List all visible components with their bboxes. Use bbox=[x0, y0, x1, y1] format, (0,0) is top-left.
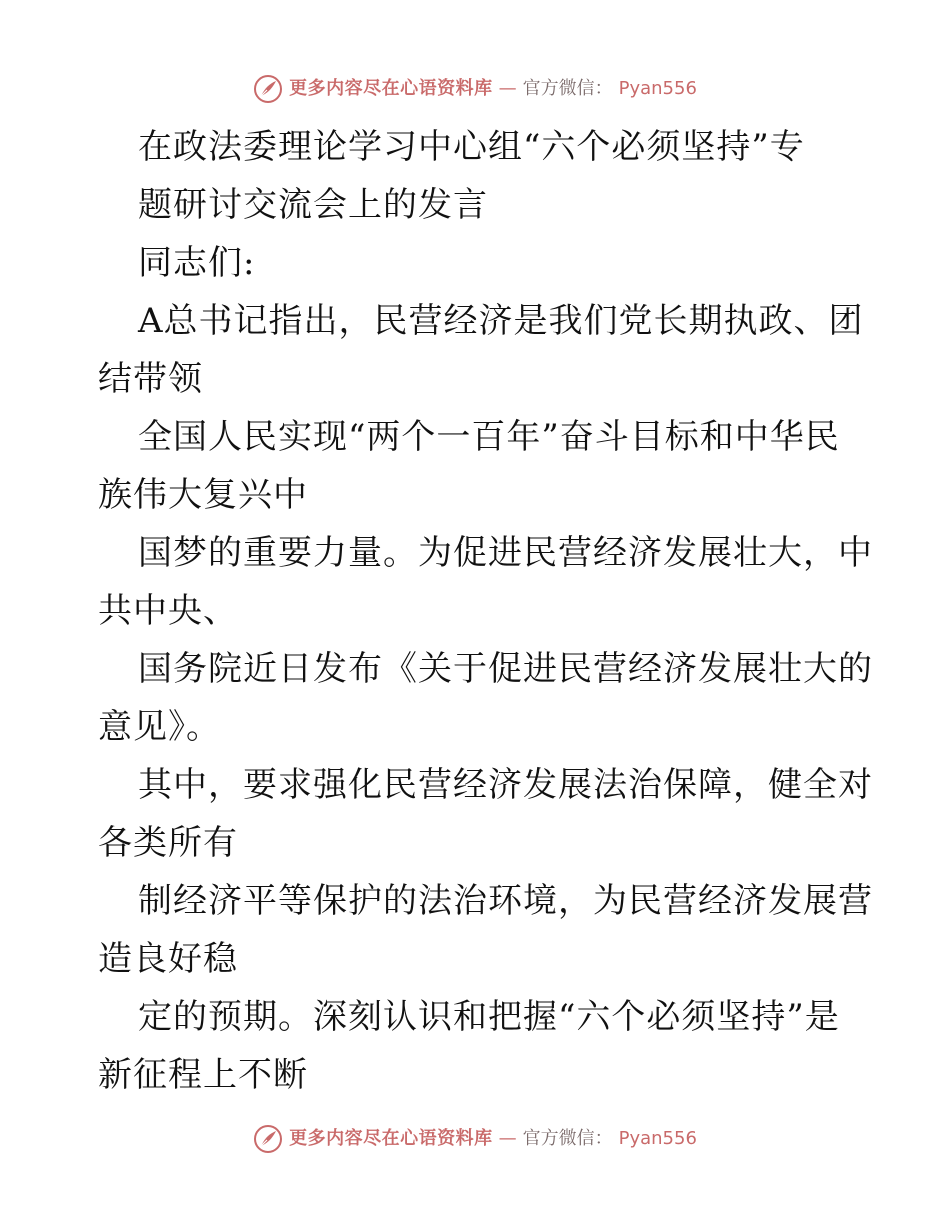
document-line: 国梦的重要力量。为促进民营经济发展壮大，中 bbox=[138, 533, 873, 573]
document-line: 国务院近日发布《关于促进民营经济发展壮大的 bbox=[138, 649, 873, 689]
quill-logo-icon bbox=[253, 74, 283, 104]
header-watermark bbox=[0, 74, 950, 104]
watermark-main-text: 更多内容尽在心语资料库 bbox=[289, 78, 493, 99]
footer-watermark bbox=[0, 1124, 950, 1154]
document-line: 共中央、 bbox=[98, 591, 238, 631]
document-line: 意见》。 bbox=[98, 707, 221, 747]
watermark-id: Pyan556 bbox=[618, 78, 697, 99]
watermark-label: 官方微信： bbox=[522, 1128, 613, 1149]
document-line: 各类所有 bbox=[98, 823, 238, 863]
watermark-id: Pyan556 bbox=[618, 1128, 697, 1149]
document-line: 其中，要求强化民营经济发展法治保障，健全对 bbox=[138, 765, 873, 805]
document-line: 题研讨交流会上的发言 bbox=[138, 185, 488, 225]
document-line: 新征程上不断 bbox=[98, 1055, 308, 1095]
document-line: 族伟大复兴中 bbox=[98, 475, 308, 515]
watermark-label: 官方微信： bbox=[522, 78, 613, 99]
document-line: 在政法委理论学习中心组“六个必须坚持”专 bbox=[138, 127, 805, 167]
document-line: 全国人民实现“两个一百年”奋斗目标和中华民 bbox=[138, 417, 840, 457]
document-line: 制经济平等保护的法治环境，为民营经济发展营 bbox=[138, 881, 873, 921]
watermark-main-text: 更多内容尽在心语资料库 bbox=[289, 1128, 493, 1149]
watermark-dash: — bbox=[498, 1128, 517, 1149]
document-line: 同志们: bbox=[138, 243, 256, 283]
document-line: 造良好稳 bbox=[98, 939, 238, 979]
watermark-dash: — bbox=[498, 78, 517, 99]
document-line: A总书记指出，民营经济是我们党长期执政、团 bbox=[138, 301, 864, 341]
document-line: 结带领 bbox=[98, 359, 203, 399]
document-line: 定的预期。深刻认识和把握“六个必须坚持”是 bbox=[138, 997, 840, 1037]
quill-logo-icon bbox=[253, 1124, 283, 1154]
document-body bbox=[98, 118, 873, 1104]
